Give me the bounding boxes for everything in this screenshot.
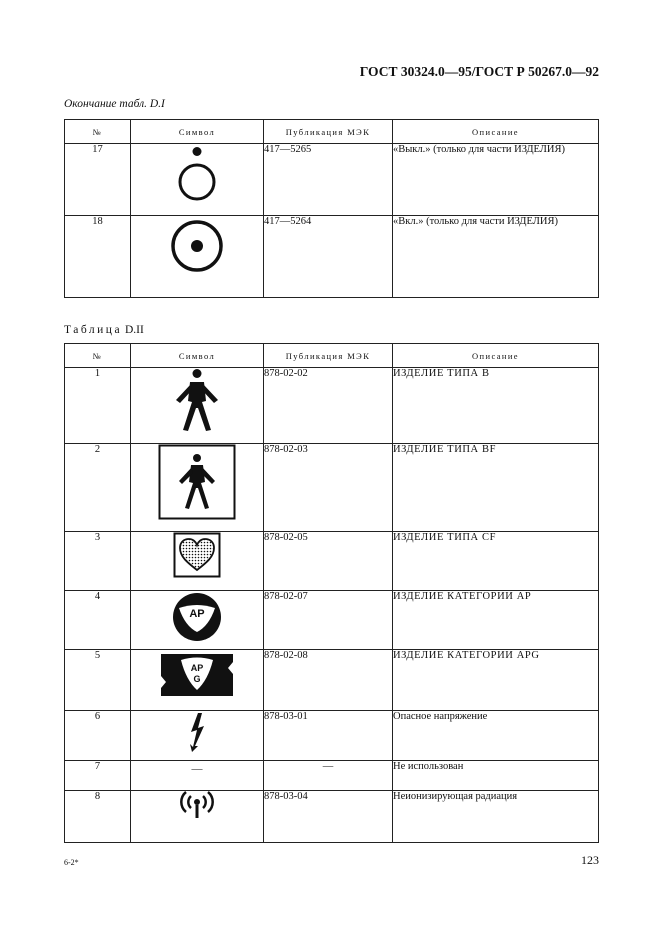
publication-cell: 878-02-02	[264, 368, 393, 444]
symbol-cell	[131, 144, 264, 216]
table1-caption: Окончание табл. D.I	[64, 98, 165, 110]
page-number: 123	[581, 853, 599, 867]
header-symbol: Символ	[131, 344, 264, 368]
table-row	[65, 711, 599, 761]
row-number: 17	[65, 144, 131, 216]
publication-cell: 878-03-01	[264, 711, 393, 761]
row-number: 8	[65, 791, 131, 843]
table-row	[65, 650, 599, 711]
type-bf-icon	[158, 444, 236, 520]
publication-cell: 417—5265	[264, 144, 393, 216]
on-part-icon	[167, 216, 227, 276]
type-b-icon	[172, 368, 222, 432]
header-publication: Публикация МЭК	[264, 120, 393, 144]
header-symbol: Символ	[131, 120, 264, 144]
table-row	[65, 144, 599, 216]
row-number: 7	[65, 761, 131, 791]
apg-label-top: AP	[190, 663, 204, 673]
description-cell: «Выкл.» (только для части ИЗДЕЛИЯ)	[393, 144, 599, 216]
category-ap-icon	[171, 591, 223, 643]
symbol-cell	[131, 444, 264, 532]
publication-cell: 878-02-03	[264, 444, 393, 532]
table-row	[65, 761, 599, 791]
symbol-cell	[131, 591, 264, 650]
publication-cell: —	[264, 761, 393, 791]
row-number: 3	[65, 532, 131, 591]
row-number: 2	[65, 444, 131, 532]
symbol-cell	[131, 711, 264, 761]
ap-label: AP	[189, 608, 205, 620]
table-row	[65, 368, 599, 444]
description-cell: Опасное напряжение	[393, 711, 599, 761]
table2-caption-id: D.II	[124, 324, 144, 336]
off-part-icon	[167, 144, 227, 210]
table-d1-end	[64, 119, 599, 298]
description-cell: «Вкл.» (только для части ИЗДЕЛИЯ)	[393, 216, 599, 298]
description-cell: ИЗДЕЛИЕ КАТЕГОРИИ APG	[393, 650, 599, 711]
header-description: Описание	[393, 120, 599, 144]
table-d2	[64, 343, 599, 843]
header-num: №	[65, 120, 131, 144]
symbol-cell	[131, 650, 264, 711]
category-apg-icon	[157, 650, 237, 700]
table-row	[65, 444, 599, 532]
description-cell: Не использован	[393, 761, 599, 791]
symbol-cell	[131, 216, 264, 298]
table-header-row	[65, 120, 599, 144]
header-description: Описание	[393, 344, 599, 368]
document-header: ГОСТ 30324.0—95/ГОСТ Р 50267.0—92	[359, 64, 599, 79]
row-number: 4	[65, 591, 131, 650]
header-publication: Публикация МЭК	[264, 344, 393, 368]
type-cf-icon	[173, 532, 221, 578]
table2-caption	[64, 324, 144, 336]
publication-cell: 878-02-08	[264, 650, 393, 711]
description-cell: Неионизирующая радиация	[393, 791, 599, 843]
row-number: 18	[65, 216, 131, 298]
table-header-row	[65, 344, 599, 368]
footer-signature: 6-2*	[64, 858, 79, 867]
table2-caption-prefix: Таблица	[64, 324, 123, 336]
table-row	[65, 532, 599, 591]
non-ionizing-radiation-icon	[177, 791, 217, 821]
publication-cell: 878-03-04	[264, 791, 393, 843]
description-cell: ИЗДЕЛИЕ ТИПА CF	[393, 532, 599, 591]
table-row	[65, 216, 599, 298]
dangerous-voltage-icon	[185, 711, 209, 753]
symbol-cell	[131, 532, 264, 591]
symbol-placeholder: —	[131, 761, 264, 791]
row-number: 1	[65, 368, 131, 444]
publication-cell: 878-02-05	[264, 532, 393, 591]
publication-cell: 417—5264	[264, 216, 393, 298]
description-cell: ИЗДЕЛИЕ ТИПА В	[393, 368, 599, 444]
row-number: 5	[65, 650, 131, 711]
row-number: 6	[65, 711, 131, 761]
description-cell: ИЗДЕЛИЕ ТИПА BF	[393, 444, 599, 532]
header-num: №	[65, 344, 131, 368]
apg-label-bottom: G	[193, 674, 201, 684]
symbol-cell	[131, 368, 264, 444]
symbol-cell	[131, 791, 264, 843]
publication-cell: 878-02-07	[264, 591, 393, 650]
table-row	[65, 791, 599, 843]
description-cell: ИЗДЕЛИЕ КАТЕГОРИИ АР	[393, 591, 599, 650]
table-row	[65, 591, 599, 650]
